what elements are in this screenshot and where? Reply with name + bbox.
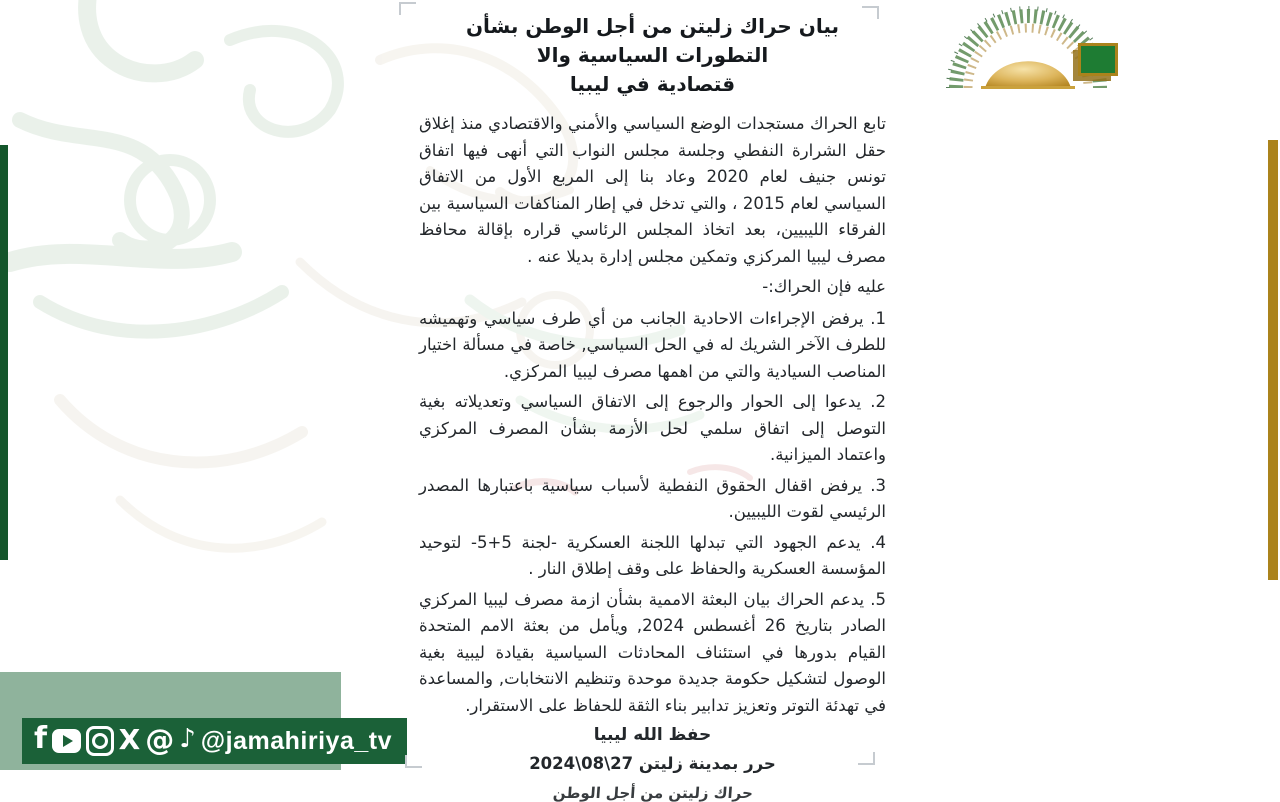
statement-item-4: 4. يدعم الجهود التي تبدلها اللجنة العسكرية -لجنة 5+5- لتوحيد المؤسسة العسكرية والحفاظ على وقف إطلاق النار . — [419, 532, 886, 578]
social-media-bar — [22, 718, 407, 764]
statement-item-5: 5. يدعم الحراك بيان البعثة الاممية بشأن ازمة مصرف ليبيا المركزي الصادر بتاريخ 26 أغسطس 2024, ويأمل من بعثة الامم المتحدة القيام بدورها في استئناف المحادثات السياسية بقيادة ليبية بغية الوصول لتشكيل حكومة جديدة موحدة وتنظيم الانتخابات, والمساعدة في تهدئة التوتر وتعزيز تدابير بناء الثقة للحفاظ على الاستقرار. — [419, 589, 886, 715]
statement-title-line1: بيان حراك زليتن من أجل الوطن بشأن التطورات السياسية والا — [465, 14, 840, 67]
green-flag-icon — [1078, 43, 1118, 76]
statement-lead-in: عليه فإن الحراك:- — [762, 277, 886, 296]
statement-title-line2: قتصادية في ليبيا — [569, 72, 736, 96]
statement-body — [419, 111, 886, 719]
statement-intro: تابع الحراك مستجدات الوضع السياسي والأمني والاقتصادي منذ إغلاق حقل الشرارة النفطي وجلسة مجلس النواب التي أنهى فيها اتفاق تونس جنيف لعام 2020 وعاد بنا إلى المربع الأول من الاتفاق السياسي لعام 2015 ، والتي تدخل في إطار المناكفات السياسية بين الفرقاء الليبيين، بعد اتخاذ المجلس الرئاسي قراره بإقالة محافظ مصرف ليبيا المركزي وتمكين مجلس إدارة بديلا عنه . — [419, 114, 886, 266]
selection-corner-top-left — [399, 2, 416, 15]
closing-prayer: حفظ الله ليبيا — [593, 725, 712, 745]
threads-icon: @ — [145, 722, 175, 757]
statement-item-1: 1. يرفض الإجراءات الاحادية الجانب من أي طرف سياسي وتهميشه للطرف الآخر الشريك له في الحل السياسي, خاصة في مسألة اختيار المناصب السيادية والتي من اهمها مصرف ليبيا المركزي. — [419, 308, 886, 381]
statement-item-3: 3. يرفض اقفال الحقوق النفطية لأسباب سياسية باعتبارها المصدر الرئيسي لقوت الليبيين. — [419, 475, 886, 521]
channel-handle: @jamahiriya_tv — [200, 726, 392, 755]
selection-corner-top-right — [862, 6, 879, 19]
signature: حراك زليتن من أجل الوطن — [551, 784, 754, 802]
statement-footer — [419, 725, 886, 802]
youtube-icon — [52, 729, 81, 753]
tiktok-icon: ♪ — [179, 724, 196, 754]
selection-corner-bottom-left — [405, 755, 422, 768]
dateline: حرر بمدينة زليتن 27\08\2024 — [529, 754, 776, 773]
statement-title — [419, 12, 886, 99]
facebook-icon: f — [34, 721, 48, 756]
x-icon: X — [118, 723, 141, 756]
statement-item-2: 2. يدعوا إلى الحوار والرجوع إلى الاتفاق السياسي وتعديلاته بغية التوصل إلى اتفاق سلمي لحل الأزمة بشأن المصرف المركزي واعتماد الميزانية. — [419, 392, 886, 464]
selection-corner-bottom-right — [858, 752, 875, 765]
statement-document — [419, 12, 886, 802]
instagram-icon — [86, 726, 113, 756]
right-gold-edge-bar — [1268, 140, 1278, 580]
left-green-edge-bar — [0, 145, 8, 560]
